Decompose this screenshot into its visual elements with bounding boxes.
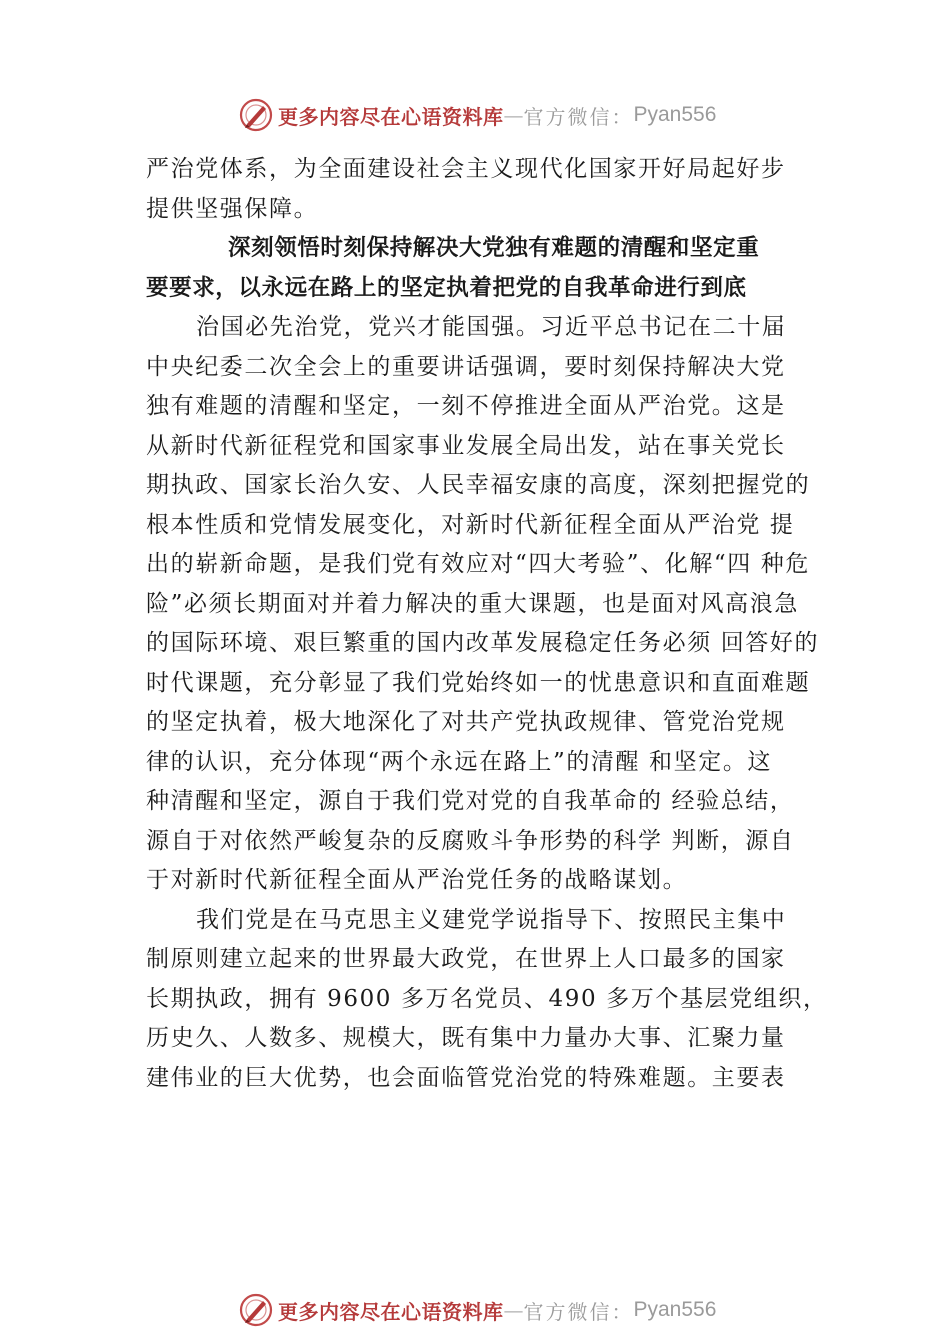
text-line: 于对新时代新征程全面从严治党任务的战略谋划。	[146, 867, 688, 893]
watermark-label: 官方微信：	[523, 1299, 634, 1324]
text-line: 提供坚强保障。	[146, 195, 319, 222]
text-line: 长期执政，拥有 9600 多万名党员、490 多万个基层党组织，	[146, 985, 828, 1012]
text-line: 的坚定执着，极大地深化了对共产党执政规律、管党治党规	[146, 709, 786, 735]
brand-logo-icon	[238, 1292, 274, 1328]
brand-logo-icon	[238, 97, 274, 133]
text-line: 从新时代新征程党和国家事业发展全局出发，站在事关党长	[146, 432, 786, 459]
text-line: 严治党体系，为全面建设社会主义现代化国家开好局起好步	[146, 156, 786, 182]
text-line: 中央纪委二次全会上的重要讲话强调，要时刻保持解决大党	[146, 353, 786, 380]
text-line: 律的认识，充分体现“两个永远在路上”的清醒 和坚定。这	[146, 748, 773, 775]
text-line: 出的崭新命题，是我们党有效应对“四大考验”、化解“四 种危	[146, 551, 810, 577]
text-line: 历史久、人数多、规模大，既有集中力量办大事、汇聚力量	[146, 1025, 786, 1051]
intro-paragraph	[146, 150, 826, 229]
text-line: 的国际环境、艰巨繁重的国内改革发展稳定任务必须 回答好的	[146, 630, 820, 656]
watermark-footer	[238, 1290, 716, 1330]
text-line: 制原则建立起来的世界最大政党，在世界上人口最多的国家	[146, 946, 786, 972]
text-line: 期执政、国家长治久安、人民幸福安康的高度，深刻把握党的	[146, 472, 811, 498]
text-line: 独有难题的清醒和坚定，一刻不停推进全面从严治党。这是	[146, 393, 786, 419]
watermark-label: 官方微信：	[523, 104, 634, 129]
text-line: 我们党是在马克思主义建党学说指导下、按照民主集中	[196, 906, 787, 933]
text-line: 建伟业的巨大优势，也会面临管党治党的特殊难题。主要表	[146, 1064, 786, 1091]
watermark-dash: —	[503, 1298, 524, 1322]
watermark-brand: 更多内容尽在心语资料库	[278, 104, 504, 129]
document-body	[146, 150, 826, 1098]
text-line: 治国必先治党，党兴才能国强。习近平总书记在二十届	[196, 314, 787, 340]
text-line: 种清醒和坚定，源自于我们党对党的自我革命的 经验总结，	[146, 788, 795, 814]
watermark-wechat-id: Pyan556	[633, 103, 717, 126]
watermark-brand: 更多内容尽在心语资料库	[278, 1299, 504, 1324]
text-line: 源自于对依然严峻复杂的反腐败斗争形势的科学 判断，源自	[146, 827, 795, 854]
heading-line: 要要求，以永远在路上的坚定执着把党的自我革命进行到底	[146, 274, 747, 301]
section-heading	[146, 229, 826, 308]
watermark-header	[238, 95, 716, 135]
watermark-wechat-id: Pyan556	[633, 1298, 717, 1321]
heading-line: 深刻领悟时刻保持解决大党独有难题的清醒和坚定重	[228, 235, 760, 261]
text-line: 时代课题，充分彰显了我们党始终如一的忧患意识和直面难题	[146, 669, 811, 696]
text-line: 险”必须长期面对并着力解决的重大课题，也是面对风高浪急	[146, 590, 799, 617]
paragraph-1	[146, 308, 826, 901]
paragraph-2	[146, 901, 826, 1099]
text-line: 根本性质和党情发展变化，对新时代新征程全面从严治党 提	[146, 511, 795, 538]
watermark-dash: —	[503, 103, 524, 127]
